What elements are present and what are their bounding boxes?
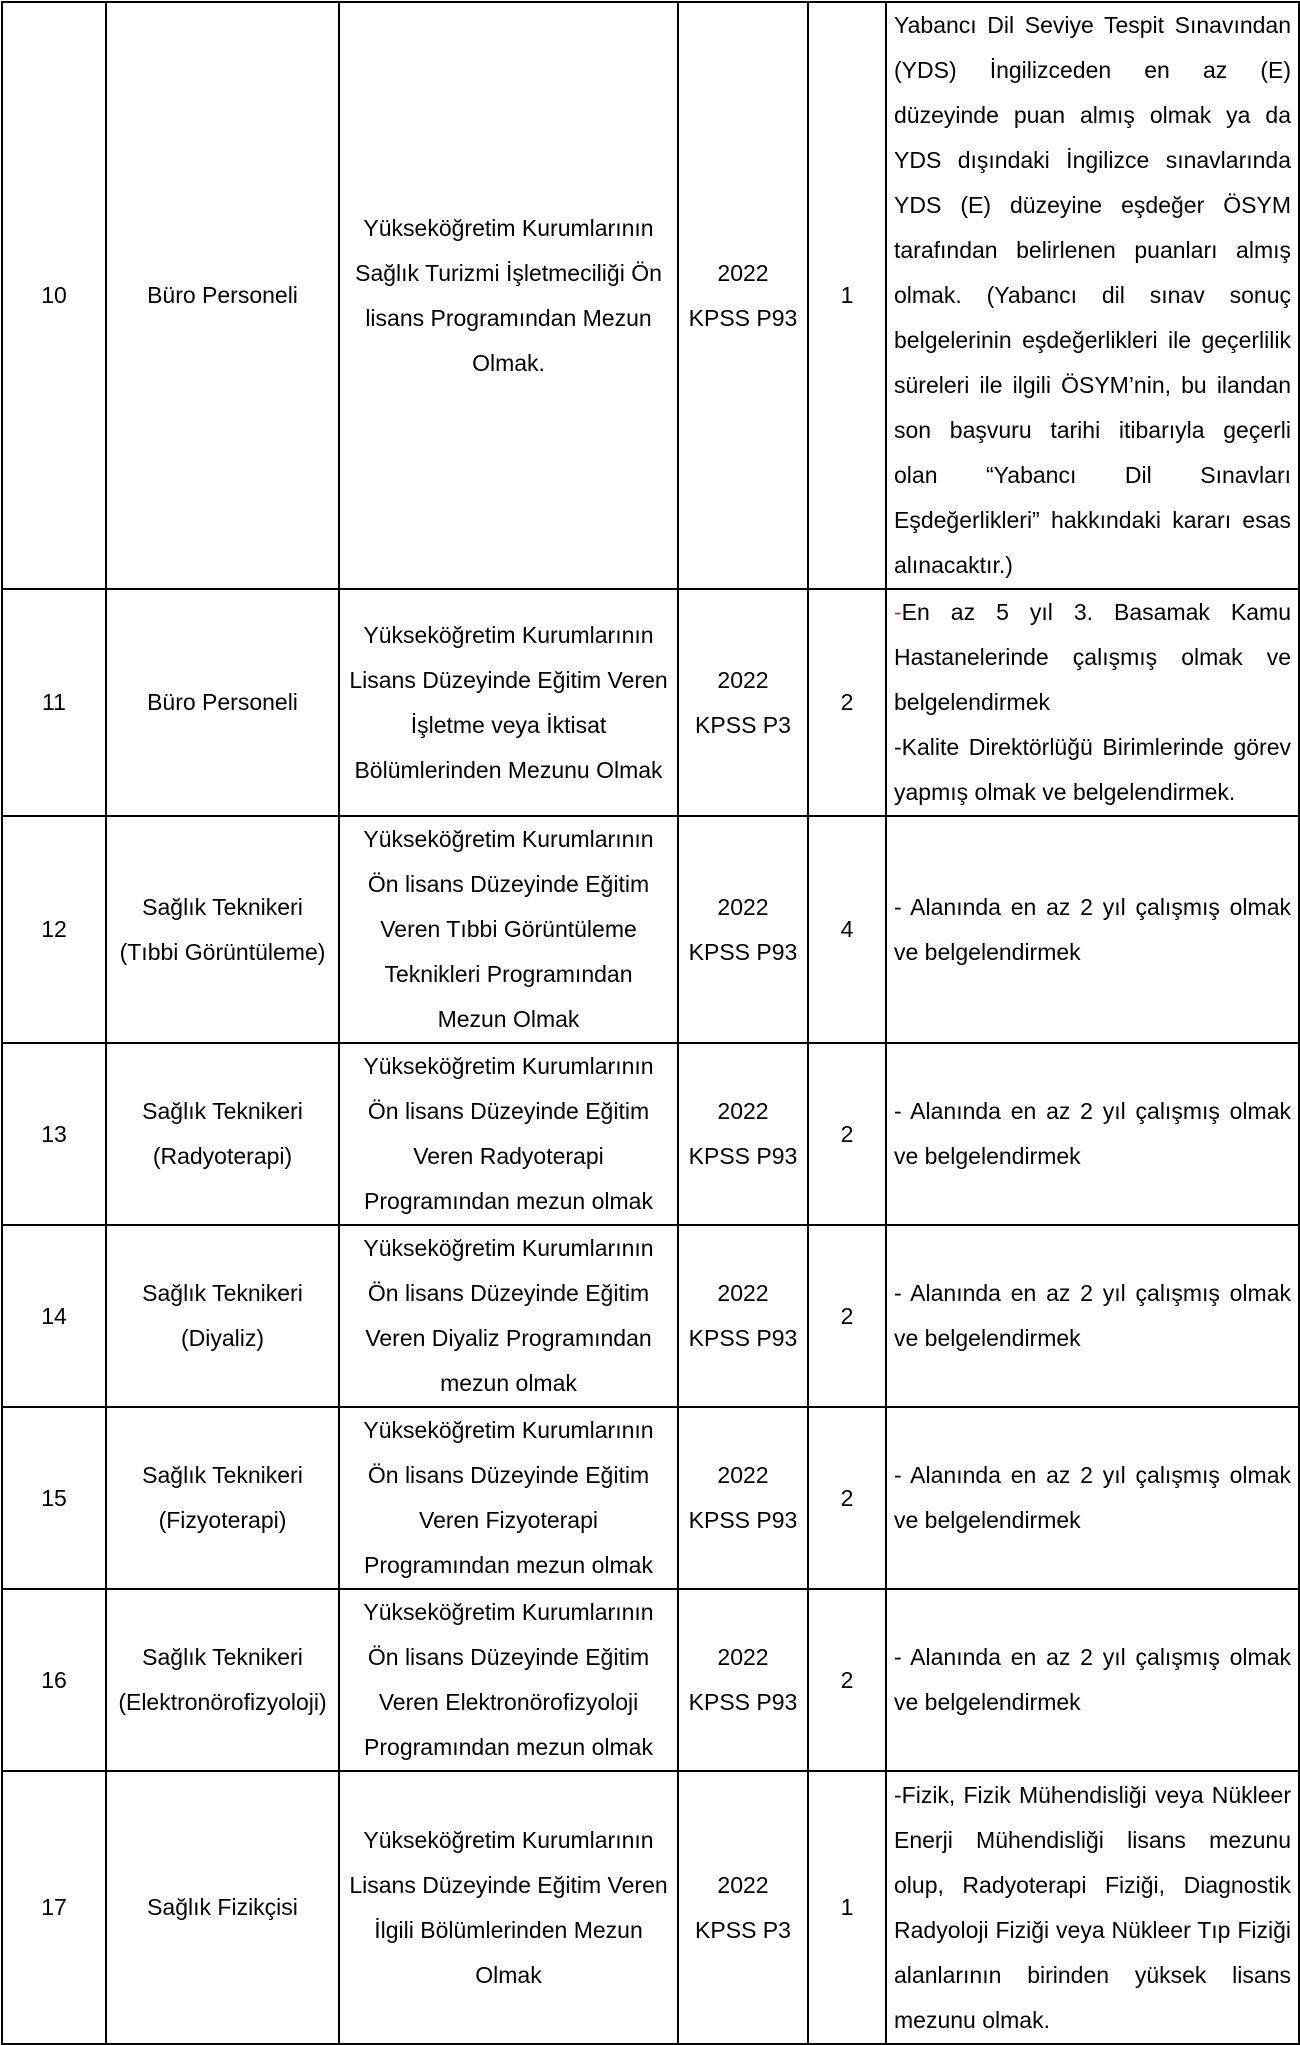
kpss-score-type: 2022 KPSS P93 bbox=[678, 1589, 808, 1771]
row-number: 12 bbox=[2, 816, 106, 1043]
special-requirement: - Alanında en az 2 yıl çalışmış olmak ve belgelendirmek bbox=[886, 1043, 1299, 1225]
row-number: 14 bbox=[2, 1225, 106, 1407]
special-requirement bbox=[886, 589, 1299, 816]
position-count: 1 bbox=[808, 1771, 886, 2044]
position-count: 2 bbox=[808, 1407, 886, 1589]
kpss-score-type: 2022 KPSS P93 bbox=[678, 816, 808, 1043]
special-requirement: Yabancı Dil Seviye Tespit Sınavından (YDS) İngilizceden en az (E) düzeyinde puan almış olmak ya da YDS dışındaki İngilizce sınavlarında YDS (E) düzeyine eşdeğer ÖSYM tarafından belirlenen puanları almış olmak. (Yabancı dil sınav sonuç belgelerinin eşdeğerlikleri ile geçerlilik süreleri ile ilgili ÖSYM’nin, bu ilandan son başvuru tarihi itibarıyla geçerli olan “Yabancı Dil Sınavları Eşdeğerlikleri” hakkındaki kararı esas alınacaktır.) bbox=[886, 2, 1299, 589]
table-row bbox=[2, 1589, 1299, 1771]
position-count: 2 bbox=[808, 1043, 886, 1225]
education-requirement: Yükseköğretim Kurumlarının Ön lisans Düzeyinde Eğitim Veren Elektronörofizyoloji Programından mezun olmak bbox=[339, 1589, 678, 1771]
table-row bbox=[2, 1043, 1299, 1225]
position-title: Büro Personeli bbox=[106, 589, 339, 816]
kpss-score-type: 2022 KPSS P3 bbox=[678, 589, 808, 816]
requirement-line bbox=[894, 590, 1291, 725]
position-title: Sağlık Teknikeri (Elektronörofizyoloji) bbox=[106, 1589, 339, 1771]
requirement-line-text: En az 5 yıl 3. Basamak Kamu Hastanelerinde çalışmış olmak ve belgelendirmek bbox=[894, 599, 1291, 715]
position-count: 4 bbox=[808, 816, 886, 1043]
kpss-score-type: 2022 KPSS P93 bbox=[678, 1407, 808, 1589]
row-number: 17 bbox=[2, 1771, 106, 2044]
kpss-score-type: 2022 KPSS P93 bbox=[678, 1225, 808, 1407]
row-number: 15 bbox=[2, 1407, 106, 1589]
education-requirement: Yükseköğretim Kurumlarının Lisans Düzeyinde Eğitim Veren İlgili Bölümlerinden Mezun Olmak bbox=[339, 1771, 678, 2044]
position-title: Sağlık Teknikeri (Radyoterapi) bbox=[106, 1043, 339, 1225]
position-count: 2 bbox=[808, 589, 886, 816]
row-number: 11 bbox=[2, 589, 106, 816]
education-requirement: Yükseköğretim Kurumlarının Ön lisans Düzeyinde Eğitim Veren Diyaliz Programından mezun olmak bbox=[339, 1225, 678, 1407]
row-number: 13 bbox=[2, 1043, 106, 1225]
row-number: 16 bbox=[2, 1589, 106, 1771]
education-requirement: Yükseköğretim Kurumlarının Ön lisans Düzeyinde Eğitim Veren Fizyoterapi Programından mezun olmak bbox=[339, 1407, 678, 1589]
special-requirement: - Alanında en az 2 yıl çalışmış olmak ve belgelendirmek bbox=[886, 816, 1299, 1043]
special-requirement: - Alanında en az 2 yıl çalışmış olmak ve belgelendirmek bbox=[886, 1407, 1299, 1589]
education-requirement: Yükseköğretim Kurumlarının Ön lisans Düzeyinde Eğitim Veren Radyoterapi Programından mezun olmak bbox=[339, 1043, 678, 1225]
kpss-score-type: 2022 KPSS P3 bbox=[678, 1771, 808, 2044]
position-title: Büro Personeli bbox=[106, 2, 339, 589]
table-row bbox=[2, 2, 1299, 589]
position-title: Sağlık Fizikçisi bbox=[106, 1771, 339, 2044]
table-row bbox=[2, 589, 1299, 816]
table-row bbox=[2, 1771, 1299, 2044]
table-row bbox=[2, 816, 1299, 1043]
red-dash: - bbox=[894, 599, 902, 625]
table-row bbox=[2, 1407, 1299, 1589]
row-number: 10 bbox=[2, 2, 106, 589]
education-requirement: Yükseköğretim Kurumlarının Sağlık Turizmi İşletmeciliği Ön lisans Programından Mezun Olmak. bbox=[339, 2, 678, 589]
special-requirement: -Fizik, Fizik Mühendisliği veya Nükleer Enerji Mühendisliği lisans mezunu olup, Radyoterapi Fiziği, Diagnostik Radyoloji Fiziği veya Nükleer Tıp Fiziği alanlarının birinden yüksek lisans mezunu olmak. bbox=[886, 1771, 1299, 2044]
education-requirement: Yükseköğretim Kurumlarının Ön lisans Düzeyinde Eğitim Veren Tıbbi Görüntüleme Teknikleri Programından Mezun Olmak bbox=[339, 816, 678, 1043]
position-title: Sağlık Teknikeri (Fizyoterapi) bbox=[106, 1407, 339, 1589]
education-requirement: Yükseköğretim Kurumlarının Lisans Düzeyinde Eğitim Veren İşletme veya İktisat Bölümlerinden Mezunu Olmak bbox=[339, 589, 678, 816]
positions-table bbox=[1, 1, 1300, 2045]
position-title: Sağlık Teknikeri (Tıbbi Görüntüleme) bbox=[106, 816, 339, 1043]
position-count: 1 bbox=[808, 2, 886, 589]
requirement-line: -Kalite Direktörlüğü Birimlerinde görev yapmış olmak ve belgelendirmek. bbox=[894, 734, 1291, 805]
table-row bbox=[2, 1225, 1299, 1407]
kpss-score-type: 2022 KPSS P93 bbox=[678, 1043, 808, 1225]
position-title: Sağlık Teknikeri (Diyaliz) bbox=[106, 1225, 339, 1407]
special-requirement: - Alanında en az 2 yıl çalışmış olmak ve belgelendirmek bbox=[886, 1589, 1299, 1771]
position-count: 2 bbox=[808, 1225, 886, 1407]
special-requirement: - Alanında en az 2 yıl çalışmış olmak ve belgelendirmek bbox=[886, 1225, 1299, 1407]
position-count: 2 bbox=[808, 1589, 886, 1771]
kpss-score-type: 2022 KPSS P93 bbox=[678, 2, 808, 589]
